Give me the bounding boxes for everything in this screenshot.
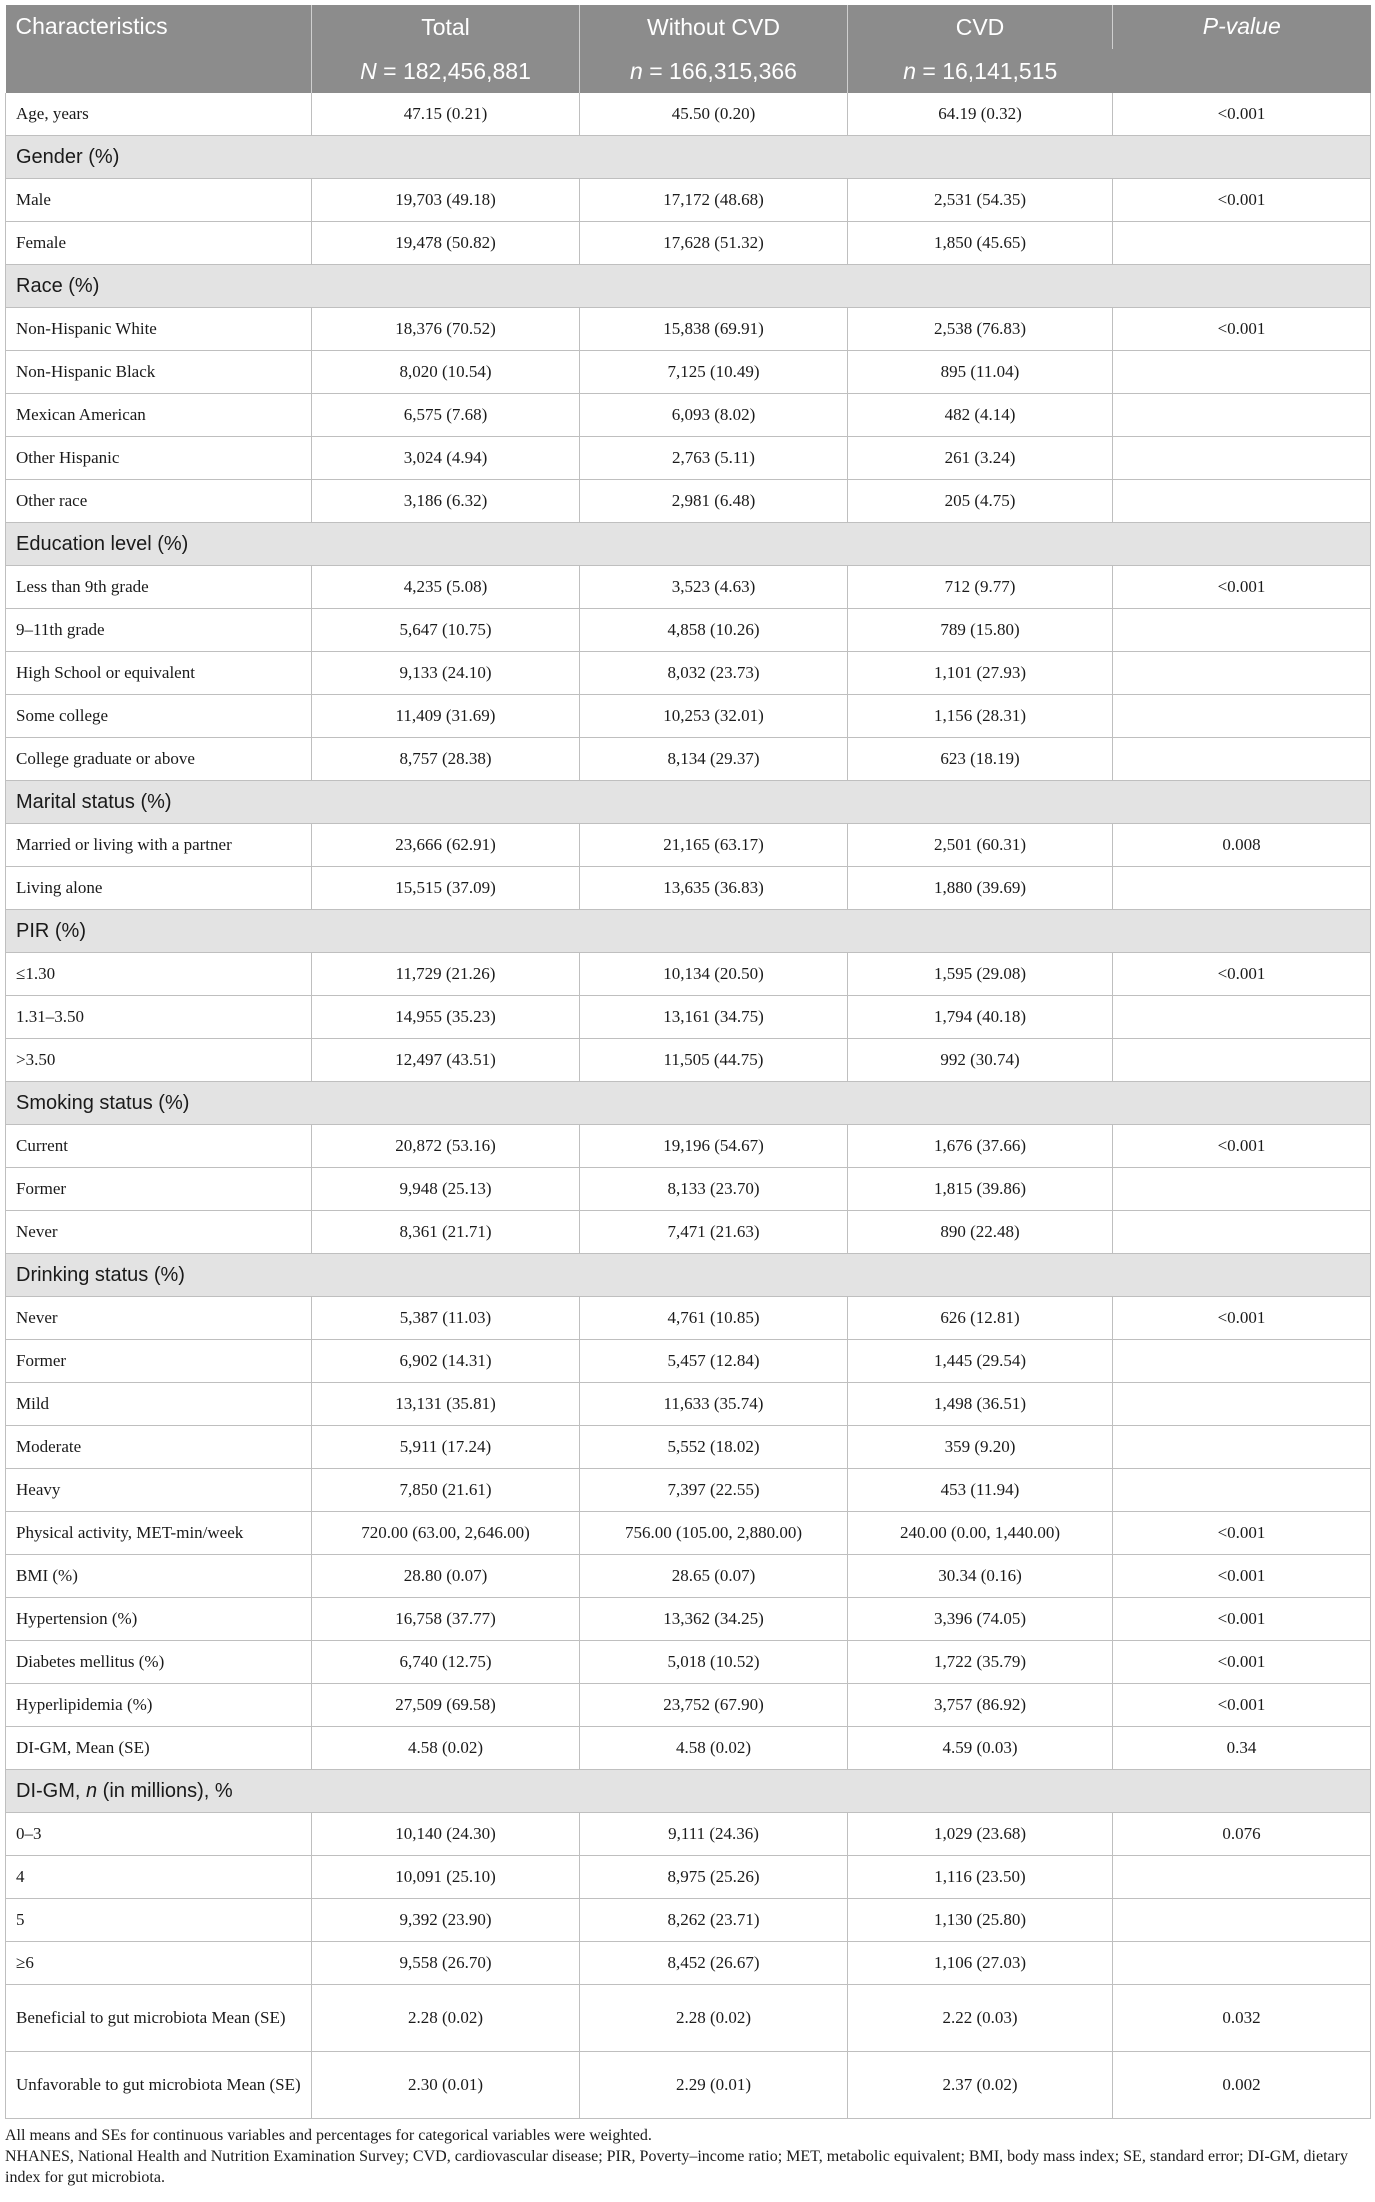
table-row	[6, 2052, 1371, 2119]
cell-total: 11,409 (31.69)	[312, 695, 580, 738]
cell-cvd: 1,156 (28.31)	[848, 695, 1113, 738]
row-label: Male	[6, 179, 312, 222]
cell-p-value: 0.076	[1113, 1813, 1371, 1856]
cell-p-value: <0.001	[1113, 308, 1371, 351]
cell-total: 15,515 (37.09)	[312, 867, 580, 910]
cell-p-value	[1113, 1340, 1371, 1383]
cell-p-value: <0.001	[1113, 179, 1371, 222]
cell-total: 23,666 (62.91)	[312, 824, 580, 867]
cell-without-cvd: 756.00 (105.00, 2,880.00)	[580, 1512, 848, 1555]
cell-p-value: 0.002	[1113, 2052, 1371, 2119]
cell-p-value: <0.001	[1113, 1125, 1371, 1168]
cell-p-value	[1113, 351, 1371, 394]
section-row	[6, 265, 1371, 308]
table-body	[6, 93, 1371, 2119]
cell-without-cvd: 13,362 (34.25)	[580, 1598, 848, 1641]
row-label: Married or living with a partner	[6, 824, 312, 867]
cell-total: 13,131 (35.81)	[312, 1383, 580, 1426]
cell-total: 5,387 (11.03)	[312, 1297, 580, 1340]
cell-cvd: 789 (15.80)	[848, 609, 1113, 652]
cell-cvd: 2,501 (60.31)	[848, 824, 1113, 867]
cell-p-value: 0.34	[1113, 1727, 1371, 1770]
cell-total: 19,478 (50.82)	[312, 222, 580, 265]
header-p-value: P-value	[1113, 5, 1371, 93]
footnote: All means and SEs for continuous variables and percentages for categorical variables were weighted.	[5, 2127, 652, 2144]
cell-cvd: 712 (9.77)	[848, 566, 1113, 609]
cell-cvd: 205 (4.75)	[848, 480, 1113, 523]
cell-total: 19,703 (49.18)	[312, 179, 580, 222]
cell-without-cvd: 2,981 (6.48)	[580, 480, 848, 523]
cell-without-cvd: 8,133 (23.70)	[580, 1168, 848, 1211]
cell-p-value	[1113, 867, 1371, 910]
cell-total: 10,140 (24.30)	[312, 1813, 580, 1856]
cell-p-value	[1113, 437, 1371, 480]
table-row	[6, 695, 1371, 738]
row-label: Former	[6, 1340, 312, 1383]
cell-total: 9,558 (26.70)	[312, 1942, 580, 1985]
cell-without-cvd: 7,125 (10.49)	[580, 351, 848, 394]
section-row	[6, 1254, 1371, 1297]
cell-total: 28.80 (0.07)	[312, 1555, 580, 1598]
table-row	[6, 1168, 1371, 1211]
cell-without-cvd: 6,093 (8.02)	[580, 394, 848, 437]
table-row	[6, 1856, 1371, 1899]
cell-total: 18,376 (70.52)	[312, 308, 580, 351]
cell-p-value	[1113, 1899, 1371, 1942]
cell-total: 47.15 (0.21)	[312, 93, 580, 136]
cell-without-cvd: 7,397 (22.55)	[580, 1469, 848, 1512]
row-label: Hypertension (%)	[6, 1598, 312, 1641]
cell-without-cvd: 28.65 (0.07)	[580, 1555, 848, 1598]
cell-cvd: 1,722 (35.79)	[848, 1641, 1113, 1684]
cell-p-value	[1113, 652, 1371, 695]
cell-cvd: 1,106 (27.03)	[848, 1942, 1113, 1985]
row-label: 9–11th grade	[6, 609, 312, 652]
table-row	[6, 1039, 1371, 1082]
cell-without-cvd: 13,635 (36.83)	[580, 867, 848, 910]
cell-cvd: 1,498 (36.51)	[848, 1383, 1113, 1426]
row-label: College graduate or above	[6, 738, 312, 781]
cell-cvd: 623 (18.19)	[848, 738, 1113, 781]
row-label: Mexican American	[6, 394, 312, 437]
cell-without-cvd: 15,838 (69.91)	[580, 308, 848, 351]
section-row	[6, 523, 1371, 566]
row-label: Never	[6, 1297, 312, 1340]
cell-total: 4.58 (0.02)	[312, 1727, 580, 1770]
table-row	[6, 1512, 1371, 1555]
cell-total: 10,091 (25.10)	[312, 1856, 580, 1899]
cell-p-value	[1113, 996, 1371, 1039]
cell-without-cvd: 17,172 (48.68)	[580, 179, 848, 222]
cell-cvd: 626 (12.81)	[848, 1297, 1113, 1340]
cell-without-cvd: 2.28 (0.02)	[580, 1985, 848, 2052]
row-label: High School or equivalent	[6, 652, 312, 695]
cell-total: 8,020 (10.54)	[312, 351, 580, 394]
cell-total: 27,509 (69.58)	[312, 1684, 580, 1727]
row-label: Less than 9th grade	[6, 566, 312, 609]
row-label: Physical activity, MET-min/week	[6, 1512, 312, 1555]
table-row	[6, 738, 1371, 781]
cell-p-value: 0.008	[1113, 824, 1371, 867]
cell-without-cvd: 11,633 (35.74)	[580, 1383, 848, 1426]
cell-p-value: <0.001	[1113, 566, 1371, 609]
row-label: Age, years	[6, 93, 312, 136]
table-row	[6, 652, 1371, 695]
row-label: >3.50	[6, 1039, 312, 1082]
cell-cvd: 240.00 (0.00, 1,440.00)	[848, 1512, 1113, 1555]
cell-total: 7,850 (21.61)	[312, 1469, 580, 1512]
cell-p-value: <0.001	[1113, 1512, 1371, 1555]
cell-cvd: 4.59 (0.03)	[848, 1727, 1113, 1770]
cell-p-value: <0.001	[1113, 1641, 1371, 1684]
cell-cvd: 1,029 (23.68)	[848, 1813, 1113, 1856]
cell-total: 2.30 (0.01)	[312, 2052, 580, 2119]
cell-p-value	[1113, 1039, 1371, 1082]
section-row	[6, 1770, 1371, 1813]
row-label: ≥6	[6, 1942, 312, 1985]
table-row	[6, 1125, 1371, 1168]
section-label: Marital status (%)	[6, 781, 1371, 824]
cell-cvd: 3,757 (86.92)	[848, 1684, 1113, 1727]
row-label: 5	[6, 1899, 312, 1942]
cell-cvd: 1,850 (45.65)	[848, 222, 1113, 265]
row-label: Living alone	[6, 867, 312, 910]
cell-p-value	[1113, 1469, 1371, 1512]
table-row	[6, 953, 1371, 996]
cell-p-value	[1113, 1942, 1371, 1985]
cell-total: 2.28 (0.02)	[312, 1985, 580, 2052]
section-label: Race (%)	[6, 265, 1371, 308]
table-row	[6, 1555, 1371, 1598]
table-row	[6, 996, 1371, 1039]
cell-p-value	[1113, 738, 1371, 781]
cell-cvd: 3,396 (74.05)	[848, 1598, 1113, 1641]
table-row	[6, 1942, 1371, 1985]
cell-without-cvd: 4,858 (10.26)	[580, 609, 848, 652]
cell-cvd: 1,445 (29.54)	[848, 1340, 1113, 1383]
cell-cvd: 890 (22.48)	[848, 1211, 1113, 1254]
table-row	[6, 1727, 1371, 1770]
table-row	[6, 1813, 1371, 1856]
row-label: DI-GM, Mean (SE)	[6, 1727, 312, 1770]
cell-cvd: 2.22 (0.03)	[848, 1985, 1113, 2052]
row-label: Moderate	[6, 1426, 312, 1469]
cell-total: 11,729 (21.26)	[312, 953, 580, 996]
cell-p-value: <0.001	[1113, 1598, 1371, 1641]
header-total: Total	[312, 5, 580, 49]
table-header	[6, 5, 1371, 93]
cell-cvd: 895 (11.04)	[848, 351, 1113, 394]
header-n-cvd: n = 16,141,515	[848, 49, 1113, 93]
cell-without-cvd: 13,161 (34.75)	[580, 996, 848, 1039]
cell-p-value	[1113, 1383, 1371, 1426]
cell-total: 16,758 (37.77)	[312, 1598, 580, 1641]
cell-p-value: <0.001	[1113, 1555, 1371, 1598]
cell-p-value	[1113, 695, 1371, 738]
cell-without-cvd: 5,018 (10.52)	[580, 1641, 848, 1684]
table-row	[6, 1641, 1371, 1684]
cell-cvd: 1,880 (39.69)	[848, 867, 1113, 910]
section-label: Smoking status (%)	[6, 1082, 1371, 1125]
cell-total: 6,740 (12.75)	[312, 1641, 580, 1684]
table-row	[6, 1340, 1371, 1383]
cell-p-value	[1113, 1856, 1371, 1899]
cell-total: 4,235 (5.08)	[312, 566, 580, 609]
row-label: BMI (%)	[6, 1555, 312, 1598]
section-label: DI-GM, n (in millions), %	[6, 1770, 1371, 1813]
section-row	[6, 910, 1371, 953]
cell-total: 6,902 (14.31)	[312, 1340, 580, 1383]
cell-cvd: 453 (11.94)	[848, 1469, 1113, 1512]
cell-without-cvd: 8,975 (25.26)	[580, 1856, 848, 1899]
cell-total: 9,133 (24.10)	[312, 652, 580, 695]
cell-without-cvd: 10,134 (20.50)	[580, 953, 848, 996]
section-row	[6, 781, 1371, 824]
table-row	[6, 437, 1371, 480]
cell-p-value	[1113, 1426, 1371, 1469]
table-container	[5, 5, 1370, 2188]
table-row	[6, 222, 1371, 265]
cell-without-cvd: 3,523 (4.63)	[580, 566, 848, 609]
cell-p-value: <0.001	[1113, 1297, 1371, 1340]
cell-cvd: 2.37 (0.02)	[848, 2052, 1113, 2119]
cell-cvd: 1,676 (37.66)	[848, 1125, 1113, 1168]
cell-cvd: 1,794 (40.18)	[848, 996, 1113, 1039]
table-row	[6, 1899, 1371, 1942]
cell-total: 8,757 (28.38)	[312, 738, 580, 781]
footnote: NHANES, National Health and Nutrition Examination Survey; CVD, cardiovascular disease; PIR, Poverty–income ratio; MET, metabolic equivalent; BMI, body mass index; SE, standard error; DI-GM, dietary index for gut microbiota.	[5, 2148, 1348, 2186]
characteristics-table	[5, 5, 1371, 2119]
cell-total: 12,497 (43.51)	[312, 1039, 580, 1082]
row-label: Female	[6, 222, 312, 265]
cell-without-cvd: 2.29 (0.01)	[580, 2052, 848, 2119]
cell-p-value: 0.032	[1113, 1985, 1371, 2052]
table-row	[6, 1297, 1371, 1340]
header-cvd: CVD	[848, 5, 1113, 49]
row-label: Current	[6, 1125, 312, 1168]
cell-without-cvd: 2,763 (5.11)	[580, 437, 848, 480]
cell-total: 720.00 (63.00, 2,646.00)	[312, 1512, 580, 1555]
cell-p-value: <0.001	[1113, 1684, 1371, 1727]
section-label: Drinking status (%)	[6, 1254, 1371, 1297]
section-label: PIR (%)	[6, 910, 1371, 953]
cell-cvd: 2,538 (76.83)	[848, 308, 1113, 351]
cell-total: 6,575 (7.68)	[312, 394, 580, 437]
table-row	[6, 1469, 1371, 1512]
cell-cvd: 1,595 (29.08)	[848, 953, 1113, 996]
table-row	[6, 179, 1371, 222]
table-row	[6, 1426, 1371, 1469]
table-row	[6, 867, 1371, 910]
row-label: Beneficial to gut microbiota Mean (SE)	[6, 1985, 312, 2052]
cell-p-value	[1113, 1168, 1371, 1211]
table-row	[6, 351, 1371, 394]
row-label: Unfavorable to gut microbiota Mean (SE)	[6, 2052, 312, 2119]
table-row	[6, 1985, 1371, 2052]
row-label: Other Hispanic	[6, 437, 312, 480]
cell-without-cvd: 8,452 (26.67)	[580, 1942, 848, 1985]
cell-cvd: 64.19 (0.32)	[848, 93, 1113, 136]
cell-p-value	[1113, 394, 1371, 437]
cell-total: 9,948 (25.13)	[312, 1168, 580, 1211]
header-without-cvd: Without CVD	[580, 5, 848, 49]
cell-without-cvd: 4.58 (0.02)	[580, 1727, 848, 1770]
table-row	[6, 1383, 1371, 1426]
section-row	[6, 136, 1371, 179]
table-footnotes	[5, 2125, 1370, 2188]
cell-p-value: <0.001	[1113, 953, 1371, 996]
cell-cvd: 482 (4.14)	[848, 394, 1113, 437]
table-row	[6, 1684, 1371, 1727]
section-label: Education level (%)	[6, 523, 1371, 566]
table-row	[6, 824, 1371, 867]
row-label: 0–3	[6, 1813, 312, 1856]
cell-total: 5,911 (17.24)	[312, 1426, 580, 1469]
row-label: Hyperlipidemia (%)	[6, 1684, 312, 1727]
cell-cvd: 359 (9.20)	[848, 1426, 1113, 1469]
cell-total: 3,186 (6.32)	[312, 480, 580, 523]
cell-cvd: 1,116 (23.50)	[848, 1856, 1113, 1899]
cell-total: 5,647 (10.75)	[312, 609, 580, 652]
row-label: 1.31–3.50	[6, 996, 312, 1039]
cell-without-cvd: 8,032 (23.73)	[580, 652, 848, 695]
cell-without-cvd: 17,628 (51.32)	[580, 222, 848, 265]
table-row	[6, 308, 1371, 351]
section-row	[6, 1082, 1371, 1125]
row-label: Diabetes mellitus (%)	[6, 1641, 312, 1684]
cell-cvd: 1,101 (27.93)	[848, 652, 1113, 695]
cell-total: 20,872 (53.16)	[312, 1125, 580, 1168]
row-label: Former	[6, 1168, 312, 1211]
cell-cvd: 30.34 (0.16)	[848, 1555, 1113, 1598]
cell-without-cvd: 10,253 (32.01)	[580, 695, 848, 738]
table-row	[6, 394, 1371, 437]
cell-without-cvd: 8,262 (23.71)	[580, 1899, 848, 1942]
cell-total: 8,361 (21.71)	[312, 1211, 580, 1254]
cell-cvd: 1,130 (25.80)	[848, 1899, 1113, 1942]
row-label: Mild	[6, 1383, 312, 1426]
cell-without-cvd: 4,761 (10.85)	[580, 1297, 848, 1340]
cell-without-cvd: 7,471 (21.63)	[580, 1211, 848, 1254]
row-label: Never	[6, 1211, 312, 1254]
cell-without-cvd: 5,552 (18.02)	[580, 1426, 848, 1469]
cell-without-cvd: 9,111 (24.36)	[580, 1813, 848, 1856]
section-label: Gender (%)	[6, 136, 1371, 179]
cell-without-cvd: 11,505 (44.75)	[580, 1039, 848, 1082]
cell-p-value	[1113, 480, 1371, 523]
cell-p-value	[1113, 1211, 1371, 1254]
cell-without-cvd: 21,165 (63.17)	[580, 824, 848, 867]
header-characteristics: Characteristics	[6, 5, 312, 93]
cell-total: 9,392 (23.90)	[312, 1899, 580, 1942]
row-label: Heavy	[6, 1469, 312, 1512]
row-label: Non-Hispanic White	[6, 308, 312, 351]
table-row	[6, 1598, 1371, 1641]
cell-cvd: 1,815 (39.86)	[848, 1168, 1113, 1211]
cell-without-cvd: 19,196 (54.67)	[580, 1125, 848, 1168]
cell-without-cvd: 45.50 (0.20)	[580, 93, 848, 136]
row-label: Other race	[6, 480, 312, 523]
row-label: ≤1.30	[6, 953, 312, 996]
cell-without-cvd: 8,134 (29.37)	[580, 738, 848, 781]
table-row	[6, 566, 1371, 609]
row-label: 4	[6, 1856, 312, 1899]
row-label: Some college	[6, 695, 312, 738]
cell-p-value	[1113, 609, 1371, 652]
cell-without-cvd: 5,457 (12.84)	[580, 1340, 848, 1383]
cell-cvd: 992 (30.74)	[848, 1039, 1113, 1082]
row-label: Non-Hispanic Black	[6, 351, 312, 394]
cell-without-cvd: 23,752 (67.90)	[580, 1684, 848, 1727]
header-n-without-cvd: n = 166,315,366	[580, 49, 848, 93]
cell-p-value	[1113, 222, 1371, 265]
cell-total: 3,024 (4.94)	[312, 437, 580, 480]
table-row	[6, 480, 1371, 523]
cell-cvd: 2,531 (54.35)	[848, 179, 1113, 222]
cell-cvd: 261 (3.24)	[848, 437, 1113, 480]
header-n-total: N = 182,456,881	[312, 49, 580, 93]
table-row	[6, 609, 1371, 652]
cell-total: 14,955 (35.23)	[312, 996, 580, 1039]
table-row	[6, 93, 1371, 136]
table-row	[6, 1211, 1371, 1254]
cell-p-value: <0.001	[1113, 93, 1371, 136]
